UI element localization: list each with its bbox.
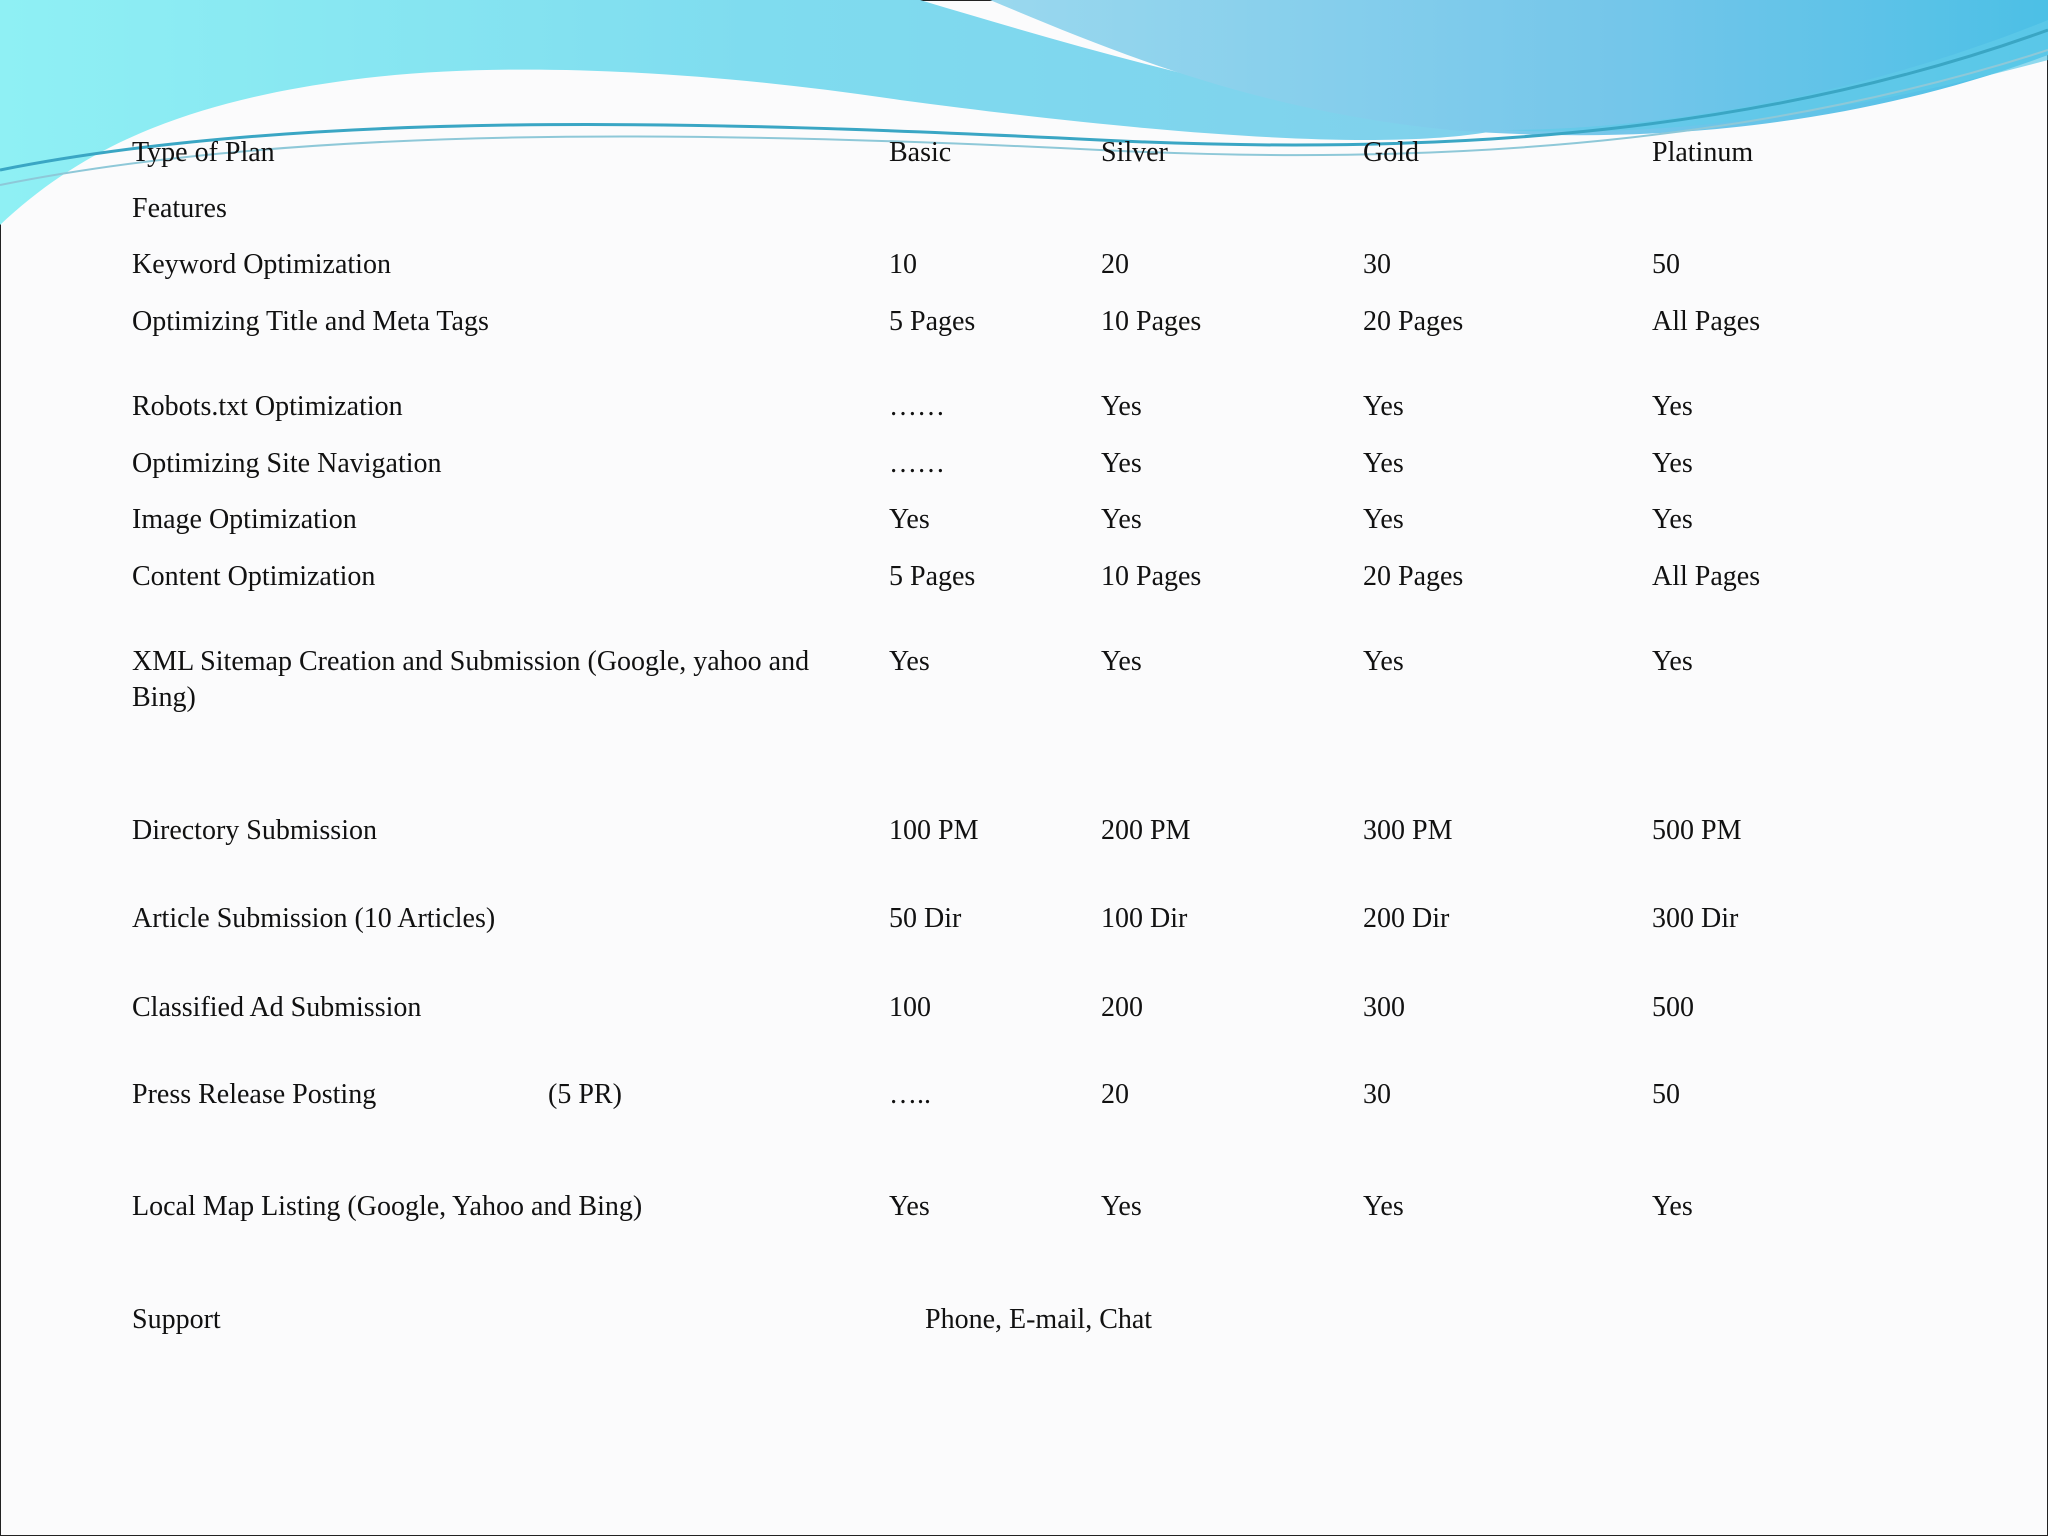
value-gold: 20 Pages (1363, 306, 1464, 337)
value-basic: 100 PM (889, 815, 979, 846)
value-platinum: Yes (1652, 391, 1693, 422)
value-silver: 10 Pages (1101, 561, 1202, 592)
value-basic: Yes (889, 504, 930, 535)
feature-name: Directory Submission (132, 815, 377, 846)
value-gold: Yes (1363, 1191, 1404, 1222)
value-silver: 10 Pages (1101, 306, 1202, 337)
plan-header-gold: Gold (1363, 137, 1419, 168)
feature-name: Robots.txt Optimization (132, 391, 403, 422)
feature-name: XML Sitemap Creation and Submission (Google, yahoo and Bing) (132, 646, 810, 713)
feature-name: Optimizing Title and Meta Tags (132, 306, 489, 337)
support-value: Phone, E-mail, Chat (925, 1304, 1153, 1335)
value-gold: 300 PM (1363, 815, 1453, 846)
feature-name: Classified Ad Submission (132, 992, 422, 1023)
features-label: Features (132, 193, 227, 224)
value-basic: …… (889, 391, 945, 422)
value-silver: 100 Dir (1101, 903, 1188, 934)
value-silver: 20 (1101, 1079, 1129, 1110)
support-label: Support (132, 1304, 221, 1335)
feature-name: Optimizing Site Navigation (132, 448, 442, 479)
feature-name: Local Map Listing (Google, Yahoo and Bing) (132, 1191, 643, 1222)
value-gold: 20 Pages (1363, 561, 1464, 592)
feature-name: Image Optimization (132, 504, 357, 535)
value-basic: 100 (889, 992, 931, 1023)
value-platinum: All Pages (1652, 561, 1761, 592)
feature-name: Content Optimization (132, 561, 376, 592)
value-platinum: Yes (1652, 504, 1693, 535)
value-platinum: Yes (1652, 646, 1693, 677)
type-of-plan-label: Type of Plan (132, 137, 275, 168)
plan-header-silver: Silver (1101, 137, 1168, 168)
value-gold: Yes (1363, 391, 1404, 422)
value-basic: …… (889, 448, 945, 479)
value-silver: Yes (1101, 448, 1142, 479)
value-platinum: 500 PM (1652, 815, 1742, 846)
value-gold: 30 (1363, 1079, 1391, 1110)
value-basic: 50 Dir (889, 903, 962, 934)
value-silver: 20 (1101, 249, 1129, 280)
value-gold: Yes (1363, 448, 1404, 479)
value-silver: Yes (1101, 1191, 1142, 1222)
value-gold: 300 (1363, 992, 1405, 1023)
value-silver: Yes (1101, 504, 1142, 535)
value-platinum: 50 (1652, 249, 1680, 280)
value-platinum: All Pages (1652, 306, 1761, 337)
value-platinum: 300 Dir (1652, 903, 1739, 934)
value-gold: 200 Dir (1363, 903, 1450, 934)
value-basic: 5 Pages (889, 306, 976, 337)
value-silver: Yes (1101, 646, 1142, 677)
value-gold: Yes (1363, 504, 1404, 535)
value-platinum: Yes (1652, 448, 1693, 479)
value-silver: Yes (1101, 391, 1142, 422)
value-platinum: 50 (1652, 1079, 1680, 1110)
plan-header-platinum: Platinum (1652, 137, 1754, 168)
feature-name: Article Submission (10 Articles) (132, 903, 496, 934)
value-basic: 10 (889, 249, 917, 280)
value-basic: Yes (889, 1191, 930, 1222)
feature-name: Keyword Optimization (132, 249, 391, 280)
value-platinum: Yes (1652, 1191, 1693, 1222)
value-gold: Yes (1363, 646, 1404, 677)
feature-note: (5 PR) (548, 1079, 622, 1110)
value-platinum: 500 (1652, 992, 1694, 1023)
value-basic: Yes (889, 646, 930, 677)
plan-header-basic: Basic (889, 137, 952, 168)
value-gold: 30 (1363, 249, 1391, 280)
value-silver: 200 (1101, 992, 1143, 1023)
feature-name: Press Release Posting (132, 1079, 377, 1110)
value-basic: 5 Pages (889, 561, 976, 592)
value-silver: 200 PM (1101, 815, 1191, 846)
value-basic: ….. (889, 1079, 931, 1110)
